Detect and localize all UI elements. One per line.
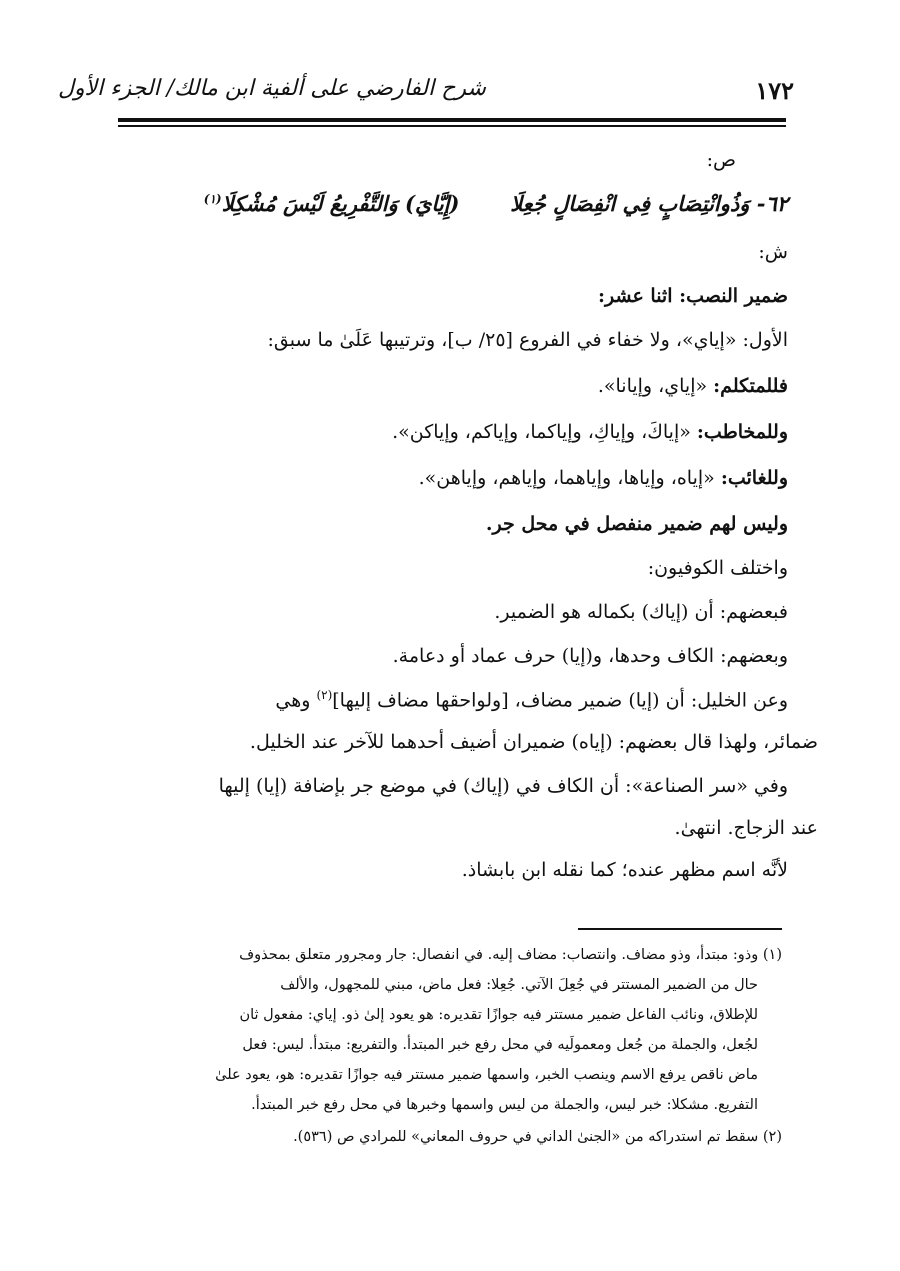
- section-heading: ضمير النصب: اثنا عشر:: [598, 285, 788, 307]
- speaker-text: «إياي، وإيانا».: [597, 375, 708, 397]
- footnote-ref-1: (١): [203, 192, 222, 206]
- addressee-label: وللمخاطب:: [696, 421, 788, 443]
- verse-line: [204, 190, 788, 217]
- page-number: ١٧٢: [755, 76, 794, 105]
- some-first-line: فبعضهم: أن (إياك) بكماله هو الضمير.: [494, 601, 788, 623]
- paragraph-first: [268, 328, 788, 353]
- kufans-line: واختلف الكوفيون:: [647, 557, 788, 579]
- footnote-ref-2: (٢): [316, 688, 333, 702]
- speaker-label: فللمتكلم:: [713, 375, 788, 397]
- footnote-1-line-5: ماض ناقص يرفع الاسم وينصب الخبر، واسمها ضمير مستتر فيه جوازًا تقديره: هو، يعود علىٰ: [215, 1067, 758, 1083]
- addressee-line: [392, 420, 788, 445]
- verse-first-hemistich: وَذُوانْتِصَابٍ فِي انْفِصَالٍ جُعِلَا: [510, 191, 750, 216]
- verse-second-hemistich: (إِيَّايَ) وَالتَّفْرِيعُ لَيْسَ مُشْكِلَا: [221, 191, 460, 216]
- running-title: شرح الفارضي على ألفية ابن مالك/ الجزء الأول: [57, 76, 486, 101]
- khalil-part2: وهي: [275, 689, 311, 712]
- first-label: الأول:: [742, 329, 788, 351]
- no-genitive-line: وليس لهم ضمير منفصل في محل جر.: [485, 513, 788, 535]
- footnote-1-line-6: التفريع. مشكلا: خبر ليس، والجملة من ليس واسمها وخبرها في محل رفع خبر المبتدأ.: [251, 1097, 758, 1113]
- sirr-line-1: وفي «سر الصناعة»: أن الكاف في (إياك) في موضع جر بإضافة (إيا) إليها: [218, 775, 788, 797]
- running-header: [57, 62, 794, 118]
- absent-label: وللغائب:: [720, 467, 788, 489]
- header-rule-thick: [118, 118, 786, 122]
- footnote-2: (٢) سقط تم استدراكه من «الجنىٰ الداني في حروف المعاني» للمرادي ص (٥٣٦).: [293, 1129, 782, 1145]
- khalil-part1: وعن الخليل: أن (إيا) ضمير مضاف، [ولواحقها مضاف إليها]: [332, 689, 788, 712]
- sirr-line-2: عند الزجاج. انتهىٰ.: [674, 817, 818, 839]
- verse-number: ٦٢-: [756, 191, 788, 216]
- khalil-line: [275, 688, 788, 713]
- shin-label: ش:: [758, 241, 788, 263]
- footnote-1-line-1: (١) وذو: مبتدأ، وذو مضاف. وانتصاب: مضاف إليه. في انفصال: جار ومجرور متعلق بمحذوف: [239, 947, 782, 963]
- footnote-1-line-4: لجُعل، والجملة من جُعل ومعمولَيه في محل رفع خبر المبتدأ. والتفريع: مبتدأ. ليس: فعل: [242, 1037, 758, 1053]
- addressee-text: «إياكَ، وإياكِ، وإياكما، وإياكم، وإياكن».: [392, 421, 691, 443]
- absent-text: «إياه، وإياها، وإياهما، وإياهم، وإياهن».: [418, 467, 715, 489]
- some-second-line: وبعضهم: الكاف وحدها، و(إيا) حرف عماد أو دعامة.: [392, 645, 788, 667]
- speaker-line: [598, 374, 788, 399]
- first-text: «إياي»، ولا خفاء في الفروع [٢٥/ ب]، وترتيبها عَلَىٰ ما سبق:: [267, 329, 737, 351]
- khalil-line-2: ضمائر، ولهذا قال بعضهم: (إياه) ضميران أضيف أحدهما للآخر عند الخليل.: [249, 731, 818, 753]
- absent-line: [419, 466, 788, 491]
- footnote-1-line-3: للإطلاق، ونائب الفاعل ضمير مستتر فيه جوازًا تقديره: هو يعود إلىٰ ذو. إياي: مفعول ثان: [239, 1007, 758, 1023]
- footnote-1-line-2: حال من الضمير المستتر في جُعِلَ الآتي. جُعِلا: فعل ماض، مبني للمجهول، والألف: [280, 977, 758, 993]
- header-rule-thin: [118, 125, 786, 127]
- sad-label: ص:: [706, 149, 736, 171]
- footnote-separator: [578, 928, 782, 930]
- last-line: لأنَّه اسم مظهر عنده؛ كما نقله ابن بابشاذ.: [461, 859, 788, 881]
